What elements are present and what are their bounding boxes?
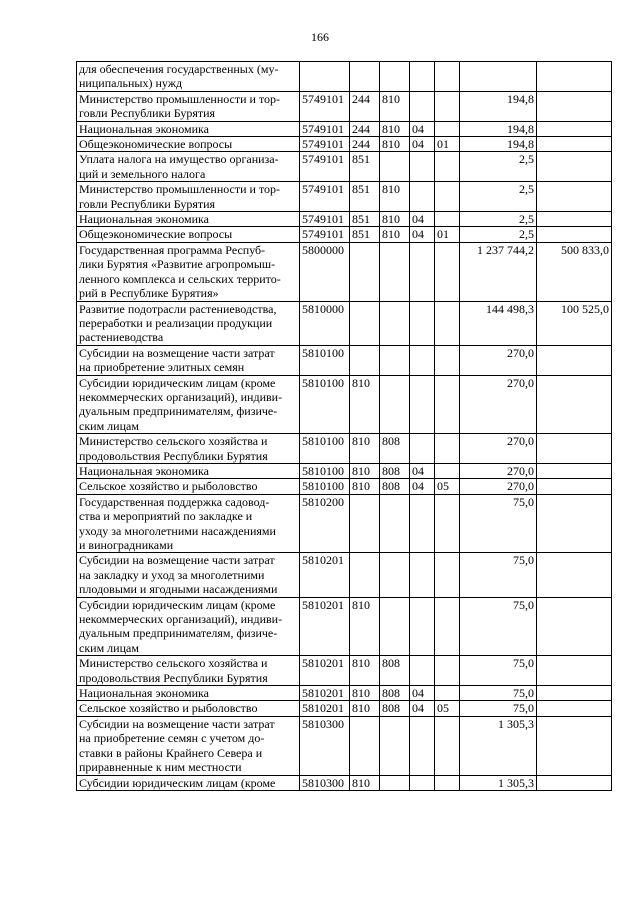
target-article-code-cell: 5749101: [300, 152, 350, 182]
amount-total-cell: 75,0: [460, 656, 537, 686]
table-row: [77, 91, 612, 121]
section-code-cell: 04: [410, 686, 435, 701]
section-code-cell: [410, 301, 435, 345]
ministry-code-cell: 810: [380, 227, 410, 242]
row-name-cell: Министерство сельского хозяйства и продовольствия Республики Бурятия: [77, 656, 300, 686]
expense-type-code-cell: 810: [350, 375, 380, 434]
target-article-code-cell: 5749101: [300, 91, 350, 121]
amount-federal-cell: [537, 686, 612, 701]
expense-type-code-cell: [350, 301, 380, 345]
amount-total-cell: 194,8: [460, 121, 537, 136]
expense-type-code-cell: 244: [350, 137, 380, 152]
ministry-code-cell: [380, 345, 410, 375]
subsection-code-cell: [435, 345, 460, 375]
row-name-cell: Национальная экономика: [77, 121, 300, 136]
amount-federal-cell: 500 833,0: [537, 242, 612, 301]
amount-federal-cell: [537, 479, 612, 494]
amount-total-cell: 270,0: [460, 345, 537, 375]
table-row: [77, 716, 612, 775]
ministry-code-cell: 808: [380, 686, 410, 701]
amount-total-cell: 270,0: [460, 463, 537, 478]
target-article-code-cell: 5810200: [300, 494, 350, 553]
ministry-code-cell: 810: [380, 91, 410, 121]
ministry-code-cell: 808: [380, 463, 410, 478]
ministry-code-cell: [380, 494, 410, 553]
expense-type-code-cell: 244: [350, 91, 380, 121]
row-name-cell: Государственная программа Респуб- лики Бурятия «Развитие агропромыш- ленного комплекса и сельских террито- рий в Республике Бурятия»: [77, 242, 300, 301]
expense-type-code-cell: 810: [350, 775, 380, 790]
row-name-cell: Сельское хозяйство и рыболовство: [77, 701, 300, 716]
expense-type-code-cell: 851: [350, 182, 380, 212]
table-row: [77, 775, 612, 790]
page-number: 166: [311, 30, 329, 44]
row-name-cell: Общеэкономические вопросы: [77, 137, 300, 152]
row-name-cell: Государственная поддержка садовод- ства и мероприятий по закладке и уходу за многолетними насаждениями и виноградниками: [77, 494, 300, 553]
target-article-code-cell: 5749101: [300, 182, 350, 212]
ministry-code-cell: [380, 597, 410, 656]
expense-type-code-cell: 810: [350, 597, 380, 656]
row-name-cell: Национальная экономика: [77, 463, 300, 478]
row-name-cell: Субсидии юридическим лицам (кроме: [77, 775, 300, 790]
section-code-cell: [410, 242, 435, 301]
amount-federal-cell: [537, 656, 612, 686]
table-row: [77, 375, 612, 434]
amount-total-cell: 2,5: [460, 182, 537, 212]
amount-federal-cell: [537, 597, 612, 656]
row-name-cell: Сельское хозяйство и рыболовство: [77, 479, 300, 494]
expense-type-code-cell: 810: [350, 701, 380, 716]
amount-federal-cell: [537, 553, 612, 597]
amount-federal-cell: [537, 494, 612, 553]
amount-federal-cell: [537, 182, 612, 212]
target-article-code-cell: 5810201: [300, 701, 350, 716]
expense-type-code-cell: 244: [350, 121, 380, 136]
ministry-code-cell: 810: [380, 137, 410, 152]
row-name-cell: Субсидии на возмещение части затрат на закладку и уход за многолетними плодовыми и ягодными насаждениями: [77, 553, 300, 597]
ministry-code-cell: 808: [380, 656, 410, 686]
amount-federal-cell: [537, 91, 612, 121]
row-name-cell: Министерство промышленности и тор- говли Республики Бурятия: [77, 91, 300, 121]
ministry-code-cell: [380, 152, 410, 182]
amount-federal-cell: [537, 212, 612, 227]
subsection-code-cell: [435, 597, 460, 656]
table-row: [77, 301, 612, 345]
target-article-code-cell: 5810201: [300, 686, 350, 701]
subsection-code-cell: [435, 212, 460, 227]
expense-type-code-cell: 810: [350, 434, 380, 464]
section-code-cell: [410, 553, 435, 597]
expense-type-code-cell: 810: [350, 656, 380, 686]
expense-type-code-cell: [350, 345, 380, 375]
target-article-code-cell: 5810100: [300, 375, 350, 434]
amount-total-cell: 194,8: [460, 91, 537, 121]
subsection-code-cell: [435, 686, 460, 701]
target-article-code-cell: 5810000: [300, 301, 350, 345]
subsection-code-cell: [435, 434, 460, 464]
section-code-cell: [410, 656, 435, 686]
amount-total-cell: 270,0: [460, 375, 537, 434]
section-code-cell: [410, 597, 435, 656]
expense-type-code-cell: 851: [350, 227, 380, 242]
table-body: [77, 62, 612, 791]
section-code-cell: 04: [410, 701, 435, 716]
amount-total-cell: 1 237 744,2: [460, 242, 537, 301]
target-article-code-cell: 5749101: [300, 227, 350, 242]
amount-federal-cell: [537, 434, 612, 464]
amount-federal-cell: [537, 463, 612, 478]
section-code-cell: 04: [410, 479, 435, 494]
ministry-code-cell: 810: [380, 212, 410, 227]
amount-total-cell: 1 305,3: [460, 775, 537, 790]
subsection-code-cell: 05: [435, 479, 460, 494]
section-code-cell: [410, 91, 435, 121]
expense-type-code-cell: 810: [350, 686, 380, 701]
amount-total-cell: 2,5: [460, 227, 537, 242]
amount-total-cell: [460, 62, 537, 92]
ministry-code-cell: 808: [380, 434, 410, 464]
amount-federal-cell: [537, 62, 612, 92]
table-row: [77, 597, 612, 656]
amount-federal-cell: [537, 152, 612, 182]
subsection-code-cell: [435, 553, 460, 597]
subsection-code-cell: 01: [435, 227, 460, 242]
section-code-cell: 04: [410, 212, 435, 227]
subsection-code-cell: [435, 91, 460, 121]
amount-federal-cell: [537, 701, 612, 716]
amount-total-cell: 270,0: [460, 479, 537, 494]
ministry-code-cell: 808: [380, 701, 410, 716]
ministry-code-cell: [380, 553, 410, 597]
section-code-cell: [410, 375, 435, 434]
subsection-code-cell: 01: [435, 137, 460, 152]
table-row: [77, 242, 612, 301]
amount-total-cell: 270,0: [460, 434, 537, 464]
target-article-code-cell: 5810201: [300, 656, 350, 686]
amount-total-cell: 2,5: [460, 152, 537, 182]
target-article-code-cell: 5810100: [300, 479, 350, 494]
amount-total-cell: 75,0: [460, 494, 537, 553]
ministry-code-cell: 808: [380, 479, 410, 494]
amount-federal-cell: [537, 121, 612, 136]
table-row: [77, 479, 612, 494]
subsection-code-cell: [435, 494, 460, 553]
subsection-code-cell: [435, 62, 460, 92]
target-article-code-cell: 5810201: [300, 597, 350, 656]
amount-federal-cell: [537, 375, 612, 434]
subsection-code-cell: [435, 656, 460, 686]
ministry-code-cell: [380, 242, 410, 301]
table-row: [77, 152, 612, 182]
amount-total-cell: 75,0: [460, 686, 537, 701]
section-code-cell: 04: [410, 121, 435, 136]
table-row: [77, 121, 612, 136]
subsection-code-cell: [435, 242, 460, 301]
row-name-cell: Субсидии юридическим лицам (кроме некоммерческих организаций), индиви- дуальным предпринимателям, физиче- ским лицам: [77, 597, 300, 656]
ministry-code-cell: 810: [380, 182, 410, 212]
expense-type-code-cell: [350, 62, 380, 92]
target-article-code-cell: 5810300: [300, 775, 350, 790]
target-article-code-cell: 5749101: [300, 137, 350, 152]
amount-total-cell: 2,5: [460, 212, 537, 227]
table-row: [77, 434, 612, 464]
ministry-code-cell: 810: [380, 121, 410, 136]
target-article-code-cell: 5810100: [300, 463, 350, 478]
table-row: [77, 137, 612, 152]
section-code-cell: [410, 775, 435, 790]
table-row: [77, 701, 612, 716]
subsection-code-cell: [435, 182, 460, 212]
ministry-code-cell: [380, 775, 410, 790]
row-name-cell: Субсидии на возмещение части затрат на приобретение элитных семян: [77, 345, 300, 375]
amount-federal-cell: [537, 345, 612, 375]
expense-type-code-cell: [350, 494, 380, 553]
section-code-cell: [410, 434, 435, 464]
ministry-code-cell: [380, 301, 410, 345]
table-row: [77, 227, 612, 242]
table-row: [77, 494, 612, 553]
amount-total-cell: 75,0: [460, 553, 537, 597]
subsection-code-cell: [435, 716, 460, 775]
target-article-code-cell: 5810201: [300, 553, 350, 597]
expense-type-code-cell: 851: [350, 152, 380, 182]
table-row: [77, 656, 612, 686]
target-article-code-cell: 5749101: [300, 212, 350, 227]
amount-federal-cell: [537, 775, 612, 790]
amount-total-cell: 144 498,3: [460, 301, 537, 345]
row-name-cell: Национальная экономика: [77, 686, 300, 701]
row-name-cell: Уплата налога на имущество организа- ций и земельного налога: [77, 152, 300, 182]
subsection-code-cell: [435, 463, 460, 478]
row-name-cell: Общеэкономические вопросы: [77, 227, 300, 242]
subsection-code-cell: 05: [435, 701, 460, 716]
target-article-code-cell: [300, 62, 350, 92]
amount-federal-cell: 100 525,0: [537, 301, 612, 345]
table-row: [77, 182, 612, 212]
section-code-cell: [410, 182, 435, 212]
subsection-code-cell: [435, 152, 460, 182]
table-row: [77, 553, 612, 597]
expense-type-code-cell: [350, 242, 380, 301]
section-code-cell: [410, 345, 435, 375]
target-article-code-cell: 5810100: [300, 434, 350, 464]
expense-type-code-cell: 851: [350, 212, 380, 227]
table-row: [77, 463, 612, 478]
table-row: [77, 212, 612, 227]
subsection-code-cell: [435, 121, 460, 136]
subsection-code-cell: [435, 301, 460, 345]
expense-type-code-cell: [350, 553, 380, 597]
target-article-code-cell: 5810100: [300, 345, 350, 375]
amount-federal-cell: [537, 227, 612, 242]
table-row: [77, 345, 612, 375]
subsection-code-cell: [435, 375, 460, 434]
row-name-cell: Развитие подотрасли растениеводства, переработки и реализации продукции растениеводства: [77, 301, 300, 345]
expense-type-code-cell: 810: [350, 479, 380, 494]
amount-federal-cell: [537, 137, 612, 152]
row-name-cell: Министерство сельского хозяйства и продовольствия Республики Бурятия: [77, 434, 300, 464]
target-article-code-cell: 5810300: [300, 716, 350, 775]
section-code-cell: [410, 62, 435, 92]
section-code-cell: [410, 152, 435, 182]
subsection-code-cell: [435, 775, 460, 790]
row-name-cell: Национальная экономика: [77, 212, 300, 227]
section-code-cell: 04: [410, 463, 435, 478]
section-code-cell: 04: [410, 227, 435, 242]
amount-total-cell: 194,8: [460, 137, 537, 152]
amount-federal-cell: [537, 716, 612, 775]
budget-table: [76, 61, 612, 791]
ministry-code-cell: [380, 62, 410, 92]
section-code-cell: [410, 494, 435, 553]
target-article-code-cell: 5800000: [300, 242, 350, 301]
section-code-cell: 04: [410, 137, 435, 152]
amount-total-cell: 75,0: [460, 701, 537, 716]
expense-type-code-cell: [350, 716, 380, 775]
row-name-cell: Субсидии юридическим лицам (кроме некоммерческих организаций), индиви- дуальным предпринимателям, физиче- ским лицам: [77, 375, 300, 434]
target-article-code-cell: 5749101: [300, 121, 350, 136]
expense-type-code-cell: 810: [350, 463, 380, 478]
amount-total-cell: 1 305,3: [460, 716, 537, 775]
section-code-cell: [410, 716, 435, 775]
amount-total-cell: 75,0: [460, 597, 537, 656]
table-row: [77, 62, 612, 92]
row-name-cell: Министерство промышленности и тор- говли Республики Бурятия: [77, 182, 300, 212]
row-name-cell: для обеспечения государственных (му- ниципальных) нужд: [77, 62, 300, 92]
ministry-code-cell: [380, 716, 410, 775]
ministry-code-cell: [380, 375, 410, 434]
row-name-cell: Субсидии на возмещение части затрат на приобретение семян с учетом до- ставки в районы Крайнего Севера и приравненные к ним местности: [77, 716, 300, 775]
table-row: [77, 686, 612, 701]
